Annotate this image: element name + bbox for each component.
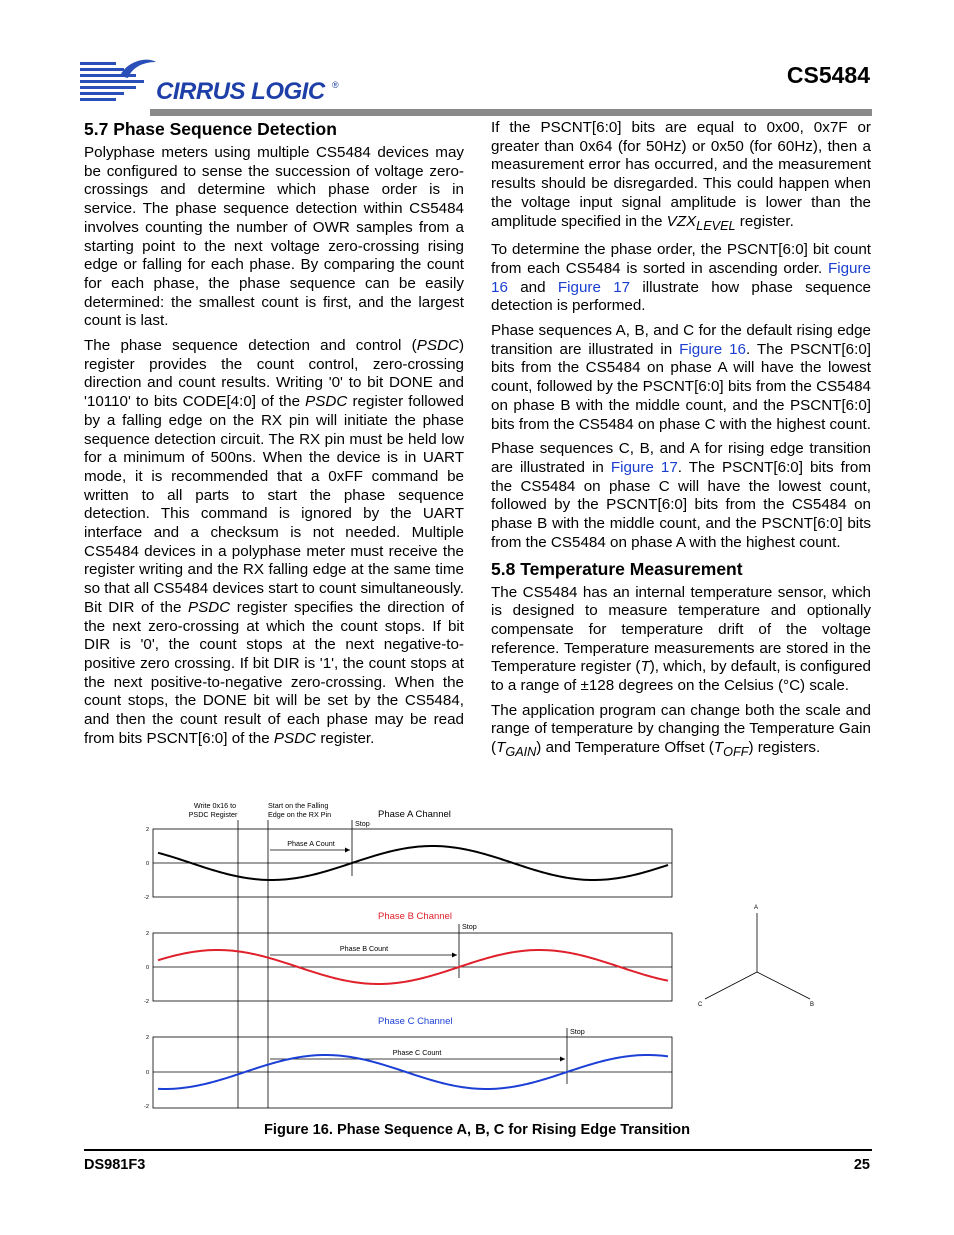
phase-b-stop-label: Stop xyxy=(462,922,477,931)
section-heading-5-7: 5.7 Phase Sequence Detection xyxy=(84,119,337,139)
start-label-line1: Start on the Falling xyxy=(268,801,329,810)
phase-b-ytick-mid: 0 xyxy=(146,965,150,971)
footer-page-number: 25 xyxy=(853,1157,870,1173)
phase-b-ytick-top: 2 xyxy=(146,931,150,937)
phase-b-title: Phase B Channel xyxy=(378,911,452,922)
vector-b-line xyxy=(757,972,810,999)
part-number: CS5484 xyxy=(786,62,870,88)
paragraph-3: If the PSCNT[6:0] bits are equal to 0x00, 0x7F or greater than 0x64 (for 50Hz) or 0x50 (for 60Hz), then a measurement error has occurred, and the measurement results should be disregarded. This could happen when the voltage input signal amplitude is lower than the amplitude specified in the $VZX_{LEVEL}$ register. xyxy=(491,119,871,233)
phase-c-count-arrowhead xyxy=(560,1057,565,1062)
figure-caption: Figure 16. Phase Sequence A, B, C for Rising Edge Transition xyxy=(263,1122,690,1138)
start-label-line2: Edge on the RX Pin xyxy=(268,810,332,819)
link-figure-16[interactable]: Figure 16 xyxy=(491,259,871,296)
write-label-line2: PSDC Register xyxy=(188,810,238,819)
paragraph-5: Phase sequences A, B, and C for the default rising edge transition are illustrated in Figure 16. The PSCNT[6:0] bits from the CS5484 on phase A will have the lowest count, followed by the PSCNT[6:0] bits from the CS5484 on phase B with the middle count, and the PSCNT[6:0] bits from the CS5484 on phase C with the highest count. xyxy=(491,322,871,433)
phase-a-count-arrowhead xyxy=(345,848,350,853)
paragraph-4: To determine the phase order, the PSCNT[6:0] bit count from each CS5484 is sorted in ascending order. Figure 16 and Figure 17 illustrate how phase sequence detection is performed. xyxy=(491,241,871,315)
phase-a-ytick-bot: -2 xyxy=(144,895,149,901)
logo-registered: ® xyxy=(332,80,339,90)
link-figure-17[interactable]: Figure 17 xyxy=(557,278,631,296)
paragraph-2: The phase sequence detection and control (PSDC) register provides the count control, zero-crossing direction and count results. Writing '0' to bit DONE and '10110' to bits CODE[4:0] of the PSDC register followed by a falling edge on the RX pin will initiate the phase sequence detection circuit. The RX pin must be held low for a minimum of 500ns. When the device is in UART mode, it is recommended that a 0xFF command be written to all parts to start the phase sequence detection. This command is ignored by the UART interface and a checksum is not needed. Multiple CS5484 devices in a polyphase meter must receive the register writing and the RX falling edge at the same time so that all CS5484 devices start to count simultaneously. Bit DIR of the PSDC register specifies the direction of the next zero-crossing at which the count stops. If bit DIR is '0', the count stops at the next negative-to-positive zero crossing. If bit DIR is '1', the count stops at the next positive-to-negative zero-crossing. When the count stops, the DONE bit will be set by the CS5484, and then the count result of each phase may be read from bits PSCNT[6:0] of the PSDC register. xyxy=(84,337,464,747)
vector-a-label: A xyxy=(754,905,759,911)
phase-c-ytick-top: 2 xyxy=(146,1035,150,1041)
link-figure-16-b[interactable]: Figure 16 xyxy=(679,340,746,358)
phase-c-count-label: Phase C Count xyxy=(392,1048,442,1057)
phase-a-ytick-mid: 0 xyxy=(146,861,150,867)
logo-text: CIRRUS LOGIC xyxy=(156,78,325,105)
footer-rule xyxy=(84,1149,872,1151)
phase-a-stop-label: Stop xyxy=(355,819,370,828)
phase-a-title: Phase A Channel xyxy=(378,809,451,820)
paragraph-7: The CS5484 has an internal temperature sensor, which is designed to measure temperature and optionally compensate for temperature drift of the voltage reference. Temperature measurements are stored in the Temperature register (T), which, by default, is configured to a range of ±128 degrees on the Celsius (°C) scale. xyxy=(491,583,871,695)
paragraph-6: Phase sequences C, B, and A for rising edge transition are illustrated in Figure 17. The PSCNT[6:0] bits from the CS5484 on phase C will have the lowest count, followed by the PSCNT[6:0] bits from the CS5484 on phase B with the middle count, and the PSCNT[6:0] bits from the CS5484 on phase A with the highest count. xyxy=(491,440,872,551)
vector-c-label: C xyxy=(698,1002,703,1008)
phase-b-count-label: Phase B Count xyxy=(339,944,389,953)
phase-c-title: Phase C Channel xyxy=(378,1016,453,1027)
footer-doc-id: DS981F3 xyxy=(84,1157,146,1173)
paragraph-8: The application program can change both the scale and range of temperature by changing the Temperature Gain $(T_{GAIN})$ and Temperature Offset $(T_{OFF})$ registers. xyxy=(491,701,871,760)
write-label-line1: Write 0x16 to xyxy=(193,801,237,810)
link-figure-17-b[interactable]: Figure 17 xyxy=(610,458,678,476)
phase-c-ytick-bot: -2 xyxy=(144,1104,149,1110)
phase-b-count-arrowhead xyxy=(452,953,457,958)
phase-c-ytick-mid: 0 xyxy=(146,1070,150,1076)
phase-a-ytick-top: 2 xyxy=(146,827,150,833)
phase-c-stop-label: Stop xyxy=(570,1027,585,1036)
paragraph-1: Polyphase meters using multiple CS5484 devices may be configured to sense the succession of voltage zero-crossings and determine which phase order is in service. The phase sequence detection within CS5484 involves counting the number of OWR samples from a starting point to the next voltage zero-crossing rising edge or falling for each phase. By comparing the count for each phase, the phase sequence can be easily determined: the smallest count is first, and the largest count is last. xyxy=(84,144,464,330)
phase-a-count-label: Phase A Count xyxy=(287,839,335,848)
phase-b-ytick-bot: -2 xyxy=(144,999,149,1005)
vector-b-label: B xyxy=(810,1002,815,1008)
section-heading-5-8: 5.8 Temperature Measurement xyxy=(491,558,743,579)
vector-c-line xyxy=(705,972,757,999)
